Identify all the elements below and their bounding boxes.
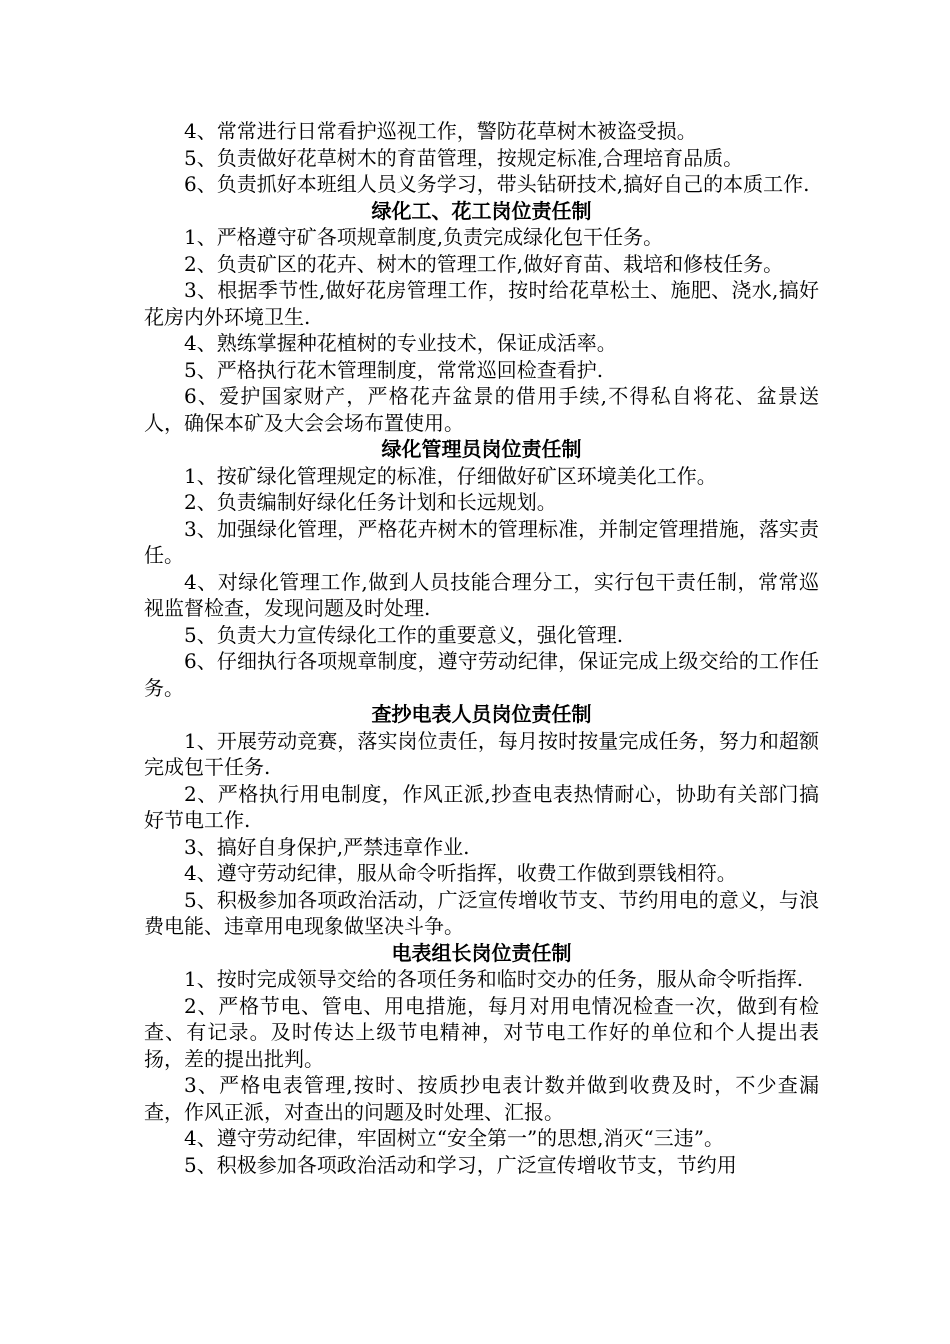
list-item: 1、开展劳动竞赛，落实岗位责任，每月按时按量完成任务，努力和超额完成包干任务. <box>144 728 819 779</box>
list-item: 3、搞好自身保护,严禁违章作业. <box>184 834 470 859</box>
list-item: 1、按时完成领导交给的各项任务和临时交办的任务，服从命令听指挥. <box>184 967 804 991</box>
list-item: 1、按矿绿化管理规定的标准，仔细做好矿区环境美化工作。 <box>184 463 717 488</box>
list-item: 5、积极参加各项政治活动和学习，广泛宣传增收节支，节约用 <box>184 1152 737 1177</box>
list-item: 3、严格电表管理,按时、按质抄电表计数并做到收费及时，不少查漏查，作风正派，对查出的问题及时处理、汇报。 <box>144 1073 819 1124</box>
list-item: 3、加强绿化管理，严格花卉树木的管理标准，并制定管理措施，落实责任。 <box>144 516 819 567</box>
list-item: 6、爱护国家财产，严格花卉盆景的借用手续,不得私自将花、盆景送人，确保本矿及大会会场布置使用。 <box>144 384 819 435</box>
section-continuation <box>144 118 819 198</box>
list-item: 2、严格执行用电制度，作风正派,抄查电表热情耐心，协助有关部门搞好节电工作. <box>144 781 819 832</box>
section-meter-reader <box>144 701 819 940</box>
list-item: 1、严格遵守矿各项规章制度,负责完成绿化包干任务。 <box>184 225 664 249</box>
list-item: 4、遵守劳动纪律，服从命令听指挥，收费工作做到票钱相符。 <box>184 861 737 885</box>
section-heading: 绿化工、花工岗位责任制 <box>371 198 592 223</box>
list-item: 2、负责编制好绿化任务计划和长远规划。 <box>184 490 557 514</box>
list-item: 5、严格执行花木管理制度，常常巡回检查看护. <box>184 357 604 382</box>
document-page <box>144 118 819 1178</box>
section-greening-worker <box>144 198 819 437</box>
list-item: 6、负责抓好本班组人员义务学习，带头钻研技术,搞好自己的本质工作. <box>184 172 810 196</box>
list-item: 3、根据季节性,做好花房管理工作，按时给花草松土、施肥、浇水,搞好花房内外环境卫生. <box>144 278 819 329</box>
list-item: 4、常常进行日常看护巡视工作，警防花草树木被盗受损。 <box>184 119 697 143</box>
list-item: 4、遵守劳动纪律，牢固树立“安全第一”的思想,消灭“三违”。 <box>184 1126 724 1150</box>
section-meter-team-leader <box>144 940 819 1179</box>
list-item: 5、负责大力宣传绿化工作的重要意义，强化管理. <box>184 622 624 647</box>
section-heading: 查抄电表人员岗位责任制 <box>371 702 592 726</box>
list-item: 6、仔细执行各项规章制度，遵守劳动纪律，保证完成上级交给的工作任务。 <box>144 649 819 700</box>
section-heading: 绿化管理员岗位责任制 <box>381 437 582 461</box>
section-greening-manager <box>144 436 819 701</box>
list-item: 5、负责做好花草树木的育苗管理，按规定标准,合理培育品质。 <box>184 145 744 170</box>
list-item: 4、熟练掌握种花植树的专业技术，保证成活率。 <box>184 331 617 355</box>
list-item: 2、严格节电、管电、用电措施，每月对用电情况检查一次，做到有检查、有记录。及时传达上级节电精神，对节电工作好的单位和个人提出表扬，差的提出批判。 <box>144 993 819 1071</box>
list-item: 4、对绿化管理工作,做到人员技能合理分工，实行包干责任制，常常巡视监督检查，发现问题及时处理. <box>144 569 819 620</box>
list-item: 2、负责矿区的花卉、树木的管理工作,做好育苗、栽培和修枝任务。 <box>184 251 784 276</box>
list-item: 5、积极参加各项政治活动，广泛宣传增收节支、节约用电的意义，与浪费电能、违章用电现象做坚决斗争。 <box>144 887 819 938</box>
section-heading: 电表组长岗位责任制 <box>391 940 572 965</box>
